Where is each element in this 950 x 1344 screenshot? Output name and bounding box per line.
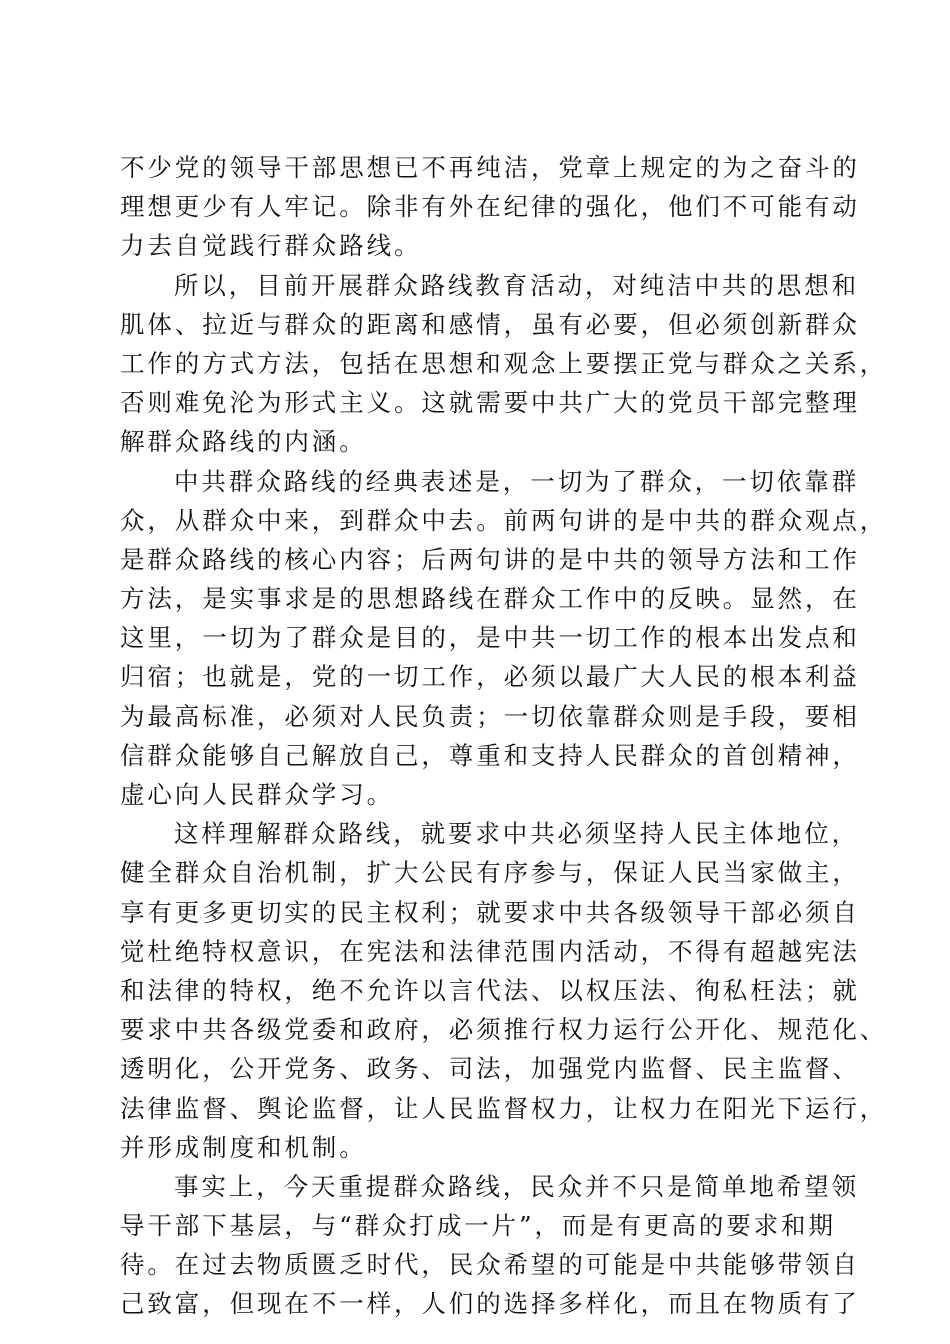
text-line: 觉杜绝特权意识，在宪法和法律范围内活动，不得有超越宪法: [120, 936, 860, 966]
paragraph-first-line: 中共群众路线的经典表述是，一切为了群众，一切依靠群: [174, 466, 859, 496]
text-line: 力去自觉践行群众路线。: [120, 231, 422, 261]
text-line: 众，从群众中来，到群众中去。前两句讲的是中共的群众观点，: [120, 505, 888, 535]
body-text: [120, 148, 888, 1324]
paragraph-first-line: 所以，目前开展群众路线教育活动，对纯洁中共的思想和: [174, 270, 859, 300]
text-line: 为最高标准，必须对人民负责；一切依靠群众则是手段，要相: [120, 701, 860, 731]
text-line: 法律监督、舆论监督，让人民监督权力，让权力在阳光下运行，: [120, 1093, 888, 1123]
text-line: 否则难免沦为形式主义。这就需要中共广大的党员干部完整理: [120, 388, 860, 418]
text-line: 这里，一切为了群众是目的，是中共一切工作的根本出发点和: [120, 623, 860, 653]
text-line: 方法，是实事求是的思想路线在群众工作中的反映。显然，在: [120, 584, 860, 614]
text-line: 肌体、拉近与群众的距离和感情，虽有必要，但必须创新群众: [120, 309, 860, 339]
text-line: 和法律的特权，绝不允许以言代法、以权压法、徇私枉法；就: [120, 975, 860, 1005]
paragraph-first-line: 这样理解群众路线，就要求中共必须坚持人民主体地位，: [174, 819, 859, 849]
text-line: 不少党的领导干部思想已不再纯洁，党章上规定的为之奋斗的: [120, 153, 860, 182]
text-line: 待。在过去物质匮乏时代，民众希望的可能是中共能够带领自: [120, 1250, 860, 1280]
text-line: 并形成制度和机制。: [120, 1132, 367, 1162]
text-line: 透明化，公开党务、政务、司法，加强党内监督、民主监督、: [120, 1054, 860, 1084]
text-line: 是群众路线的核心内容；后两句讲的是中共的领导方法和工作: [120, 544, 860, 574]
text-line: 归宿；也就是，党的一切工作，必须以最广大人民的根本利益: [120, 662, 860, 692]
text-line: 导干部下基层，与“群众打成一片”，而是有更高的要求和期: [120, 1211, 836, 1241]
text-line: 健全群众自治机制，扩大公民有序参与，保证人民当家做主，: [120, 858, 860, 888]
paragraph-first-line: 事实上，今天重提群众路线，民众并不只是简单地希望领: [174, 1171, 859, 1201]
text-line: 工作的方式方法，包括在思想和观念上要摆正党与群众之关系，: [120, 348, 888, 378]
text-line: 虚心向人民群众学习。: [120, 780, 394, 809]
text-line: 信群众能够自己解放自己，尊重和支持人民群众的首创精神，: [120, 740, 860, 770]
text-line: 要求中共各级党委和政府，必须推行权力运行公开化、规范化、: [120, 1015, 888, 1045]
text-line: 享有更多更切实的民主权利；就要求中共各级领导干部必须自: [120, 897, 860, 927]
text-line: 理想更少有人牢记。除非有外在纪律的强化，他们不可能有动: [120, 192, 860, 222]
text-line: 解群众路线的内涵。: [120, 427, 367, 457]
text-line: 己致富，但现在不一样，人们的选择多样化，而且在物质有了: [120, 1289, 860, 1319]
